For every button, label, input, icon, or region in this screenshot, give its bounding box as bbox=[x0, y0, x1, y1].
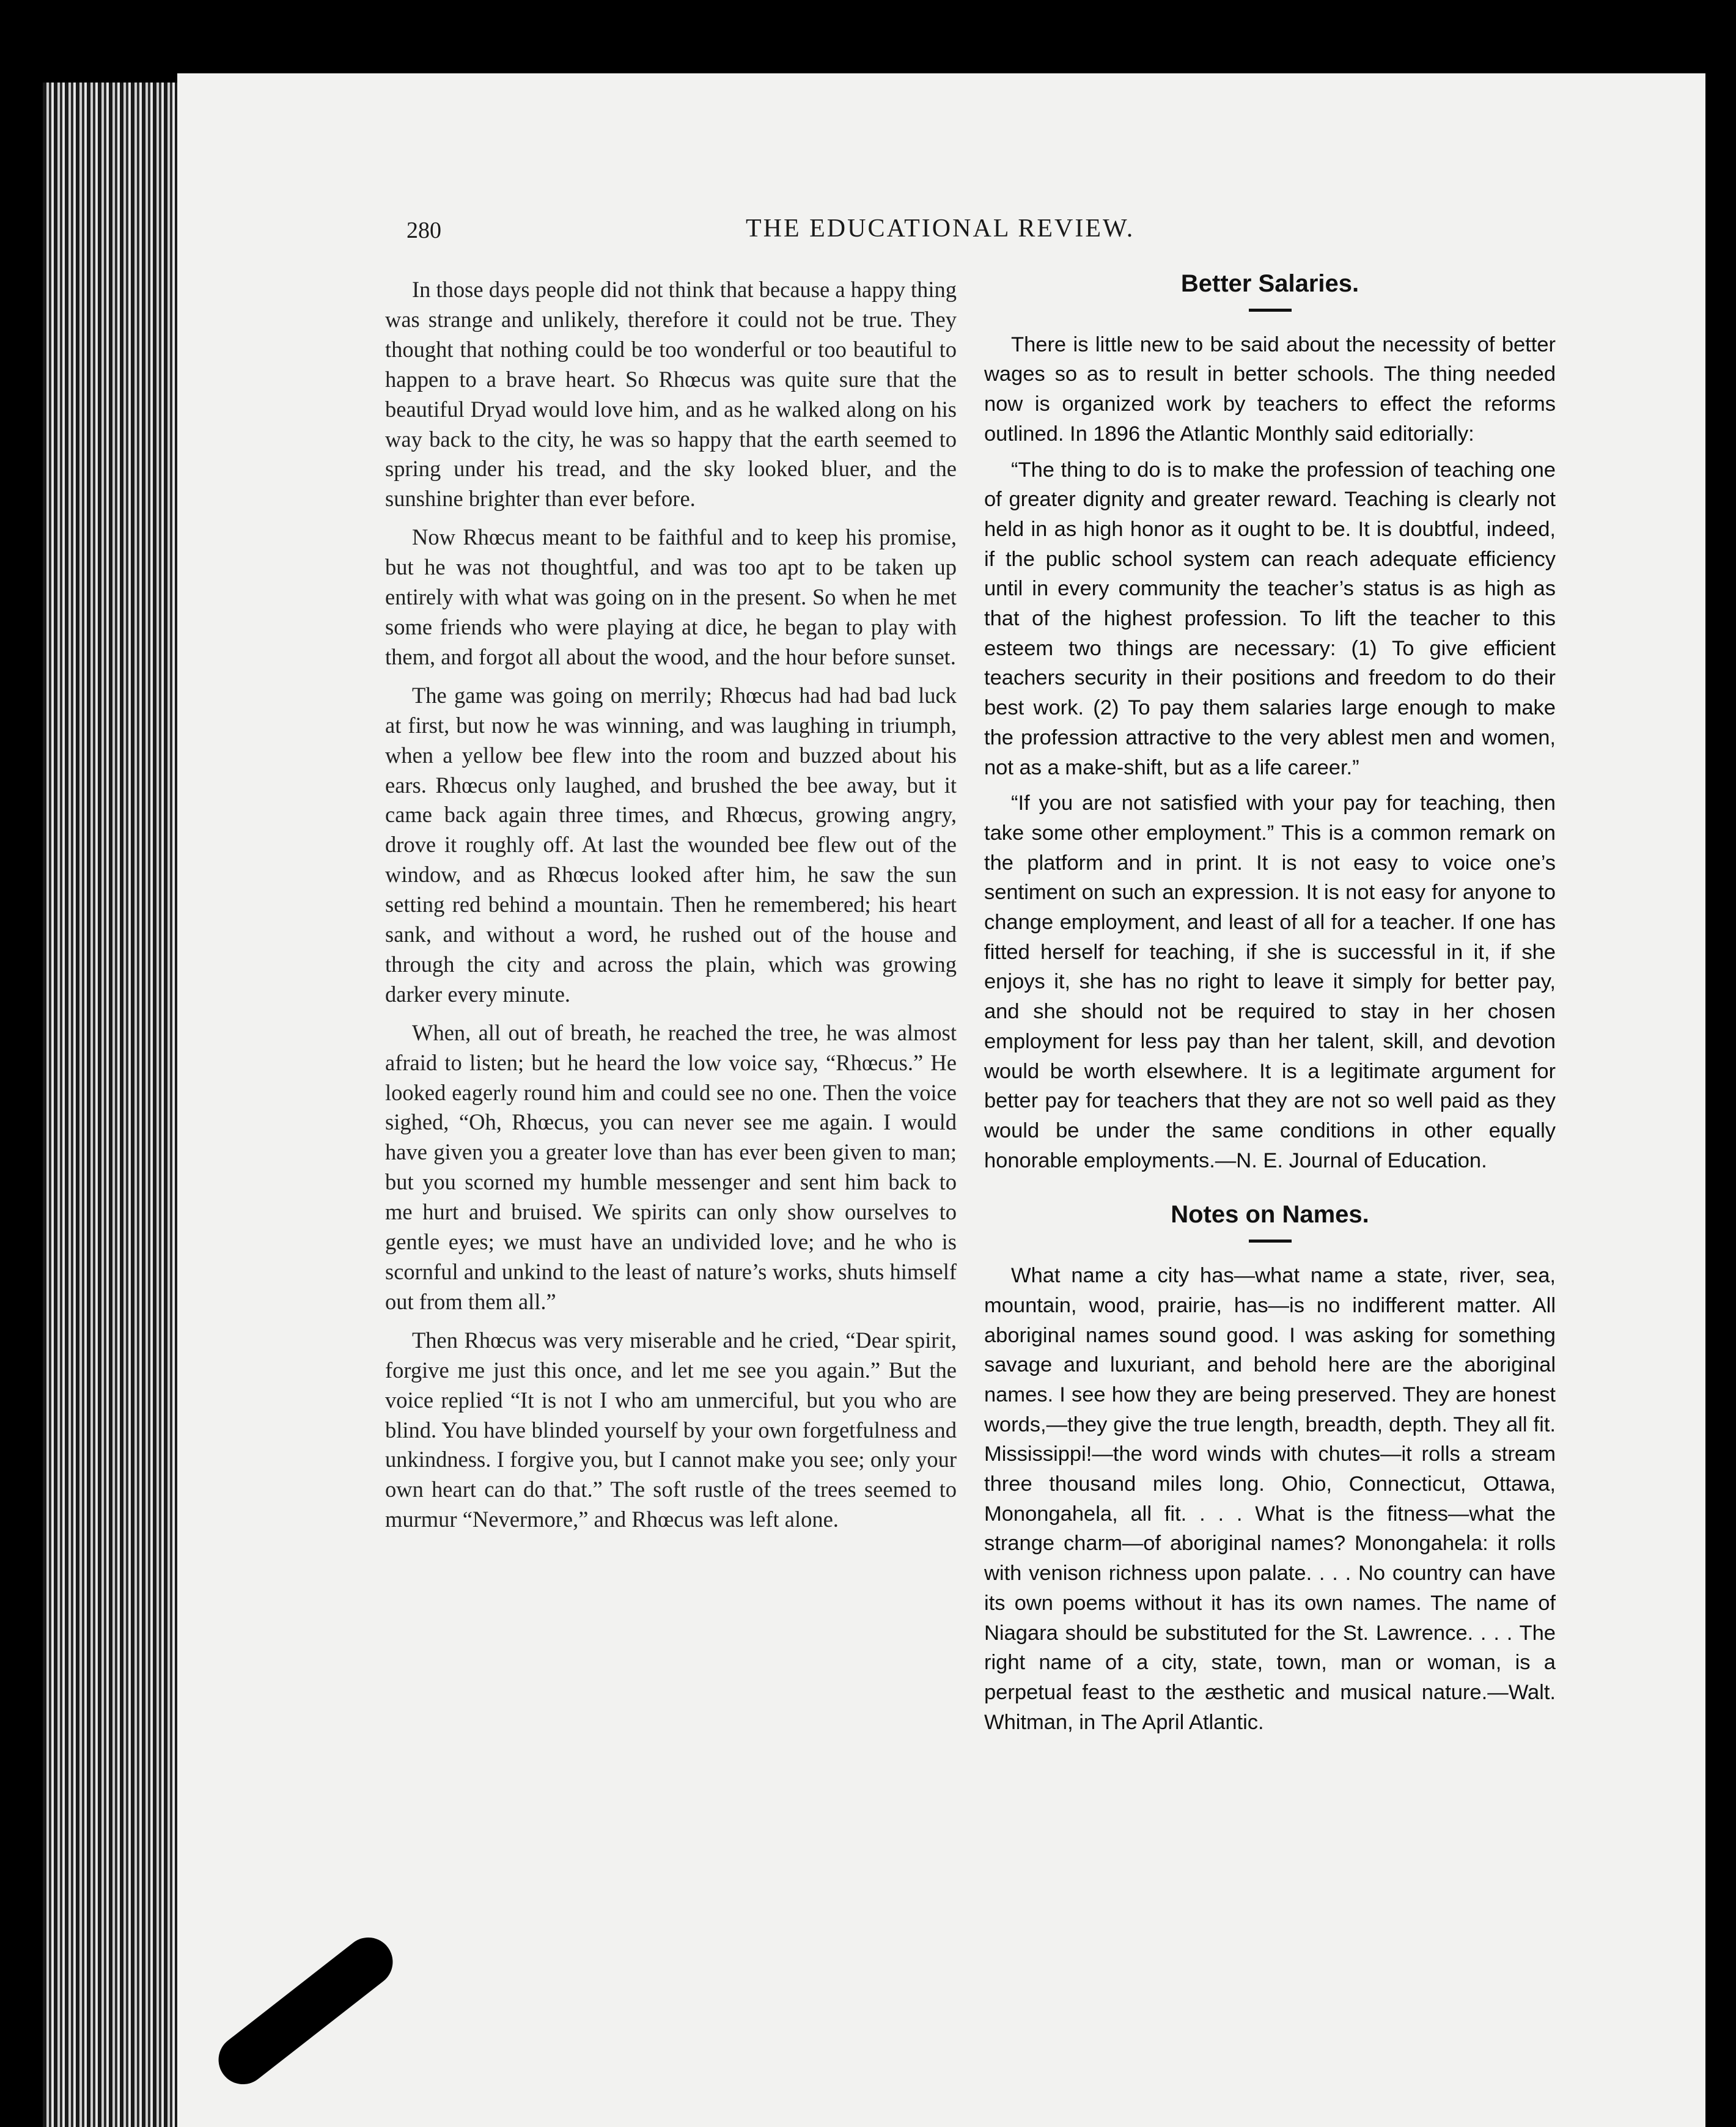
running-head: THE EDUCATIONAL REVIEW. bbox=[746, 215, 1135, 243]
book-page-edges bbox=[43, 83, 180, 2127]
scan-border-top bbox=[0, 0, 1736, 73]
page-number: 280 bbox=[406, 218, 441, 243]
salaries-paragraph-1: There is little new to be said about the necessity of better wages so as to result in better schools. The thing needed now is organized work by teachers to effect the reforms outlined. In 1896 the Atlantic Monthly said editorially: bbox=[984, 332, 1556, 446]
title-rule bbox=[1249, 1240, 1292, 1243]
scan-border-right bbox=[1705, 61, 1736, 2127]
left-paragraph-1: In those days people did not think that because a happy thing was strange and unlikely, therefore it could not be true. They thought that nothing could be too wonderful or too beautiful to happen to a brave heart. So Rhœcus was quite sure that the beautiful Dryad would love him, and as he walked along on his way back to the city, he was so happy that the earth seemed to spring under his tread, and the sky looked bluer, and the sunshine brighter than ever before. bbox=[385, 277, 957, 512]
salaries-paragraph-3: “If you are not satisfied with your pay for teaching, then take some other employment.” This is a common remark on the platform and in print. It is not easy to voice one’s sentiment on such an expression. It is not easy for anyone to change employment, and least of all for a teacher. If one has fitted herself for teaching, if she is successful in it, if she enjoys it, she has no right to leave it simply for better pay, and she should not be required to stay in her chosen employment for less pay than her talent, skill, and devotion would be worth elsewhere. It is a legitimate argument for better pay for teachers that they are not so well paid as they would be under the same conditions in other equally honorable employments.—N. E. Journal of Education. bbox=[984, 792, 1556, 1172]
names-paragraph-1: What name a city has—what name a state, river, sea, mountain, wood, prairie, has—is no indifferent matter. All aboriginal names sound good. I was asking for something savage and luxuriant, and behold here are the aboriginal names. I see how they are being preserved. They are honest words,—they give the true length, breadth, depth. They all fit. Mississippi!—the word winds with chutes—it rolls a stream three thousand miles long. Ohio, Connecticut, Ottawa, Monongahela, all fit. . . . What is the fitness—what the strange charm—of aboriginal names? Monongahela: it rolls with venison richness upon palate. . . . No country can have its own poems without it has its own names. The name of Niagara should be substituted for the St. Lawrence. . . . The right name of a city, state, town, man or woman, is a perpetual feast to the æsthetic and musical nature.—Walt. Whitman, in The April Atlantic. bbox=[984, 1264, 1556, 1734]
left-paragraph-3: The game was going on merrily; Rhœcus had had bad luck at first, but now he was winning, and was laughing in triumph, when a yellow bee flew into the room and buzzed about his ears. Rhœcus only laughed, and brushed the bee away, but it came back again three times, and Rhœcus, growing angry, drove it roughly off. At last the wounded bee flew out of the window, and as Rhœcus looked after him, he saw the sun setting red behind a mountain. Then he remembered; his heart sank, and without a word, he rushed out of the house and through the city and across the plain, which was growing darker every minute. bbox=[385, 682, 957, 1007]
left-paragraph-4: When, all out of breath, he reached the tree, he was almost afraid to listen; but he heard the low voice say, “Rhœcus.” He looked eagerly round him and could see no one. Then the voice sighed, “Oh, Rhœcus, you can never see me again. I would have given you a greater love than has ever been given to man; but you scorned my humble messenger and sent him back to me hurt and bruised. We spirits can only show ourselves to gentle eyes; we must have an undivided love; and he who is scornful and unkind to the least of nature’s works, shuts himself out from them all.” bbox=[385, 1019, 957, 1314]
salaries-paragraph-2: “The thing to do is to make the profession of teaching one of greater dignity and greater reward. Teaching is clearly not held in as high honor as it ought to be. It is doubtful, indeed, if the public school system can reach adequate efficiency until in every community the teacher’s status is as high as that of the highest profession. To lift the teacher to this esteem two things are necessary: (1) To give efficient teachers security in their positions and freedom to do their best work. (2) To pay them salaries large enough to make the profession attractive to the very ablest men and women, not as a make-shift, but as a life career.” bbox=[984, 458, 1556, 779]
left-column bbox=[385, 275, 957, 1543]
section-title-better-salaries: Better Salaries. bbox=[1180, 270, 1359, 297]
title-rule bbox=[1249, 309, 1292, 312]
left-paragraph-5: Then Rhœcus was very miserable and he cried, “Dear spirit, forgive me just this once, and let me see you again.” But the voice replied “It is not I who am unmerciful, but you who are blind. You have blinded yourself by your own forgetfulness and unkindness. I forgive you, but I cannot make you see; only your own heart can do that.” The soft rustle of the trees seemed to murmur “Nevermore,” and Rhœcus was left alone. bbox=[385, 1327, 957, 1532]
section-title-notes-on-names: Notes on Names. bbox=[1171, 1201, 1369, 1229]
left-paragraph-2: Now Rhœcus meant to be faithful and to keep his promise, but he was not thoughtful, and was too apt to be taken up entirely with what was going on in the present. So when he met some friends who were playing at dice, he began to play with them, and forgot all about the wood, and the hour before sunset. bbox=[385, 524, 957, 669]
right-column bbox=[984, 269, 1556, 1743]
